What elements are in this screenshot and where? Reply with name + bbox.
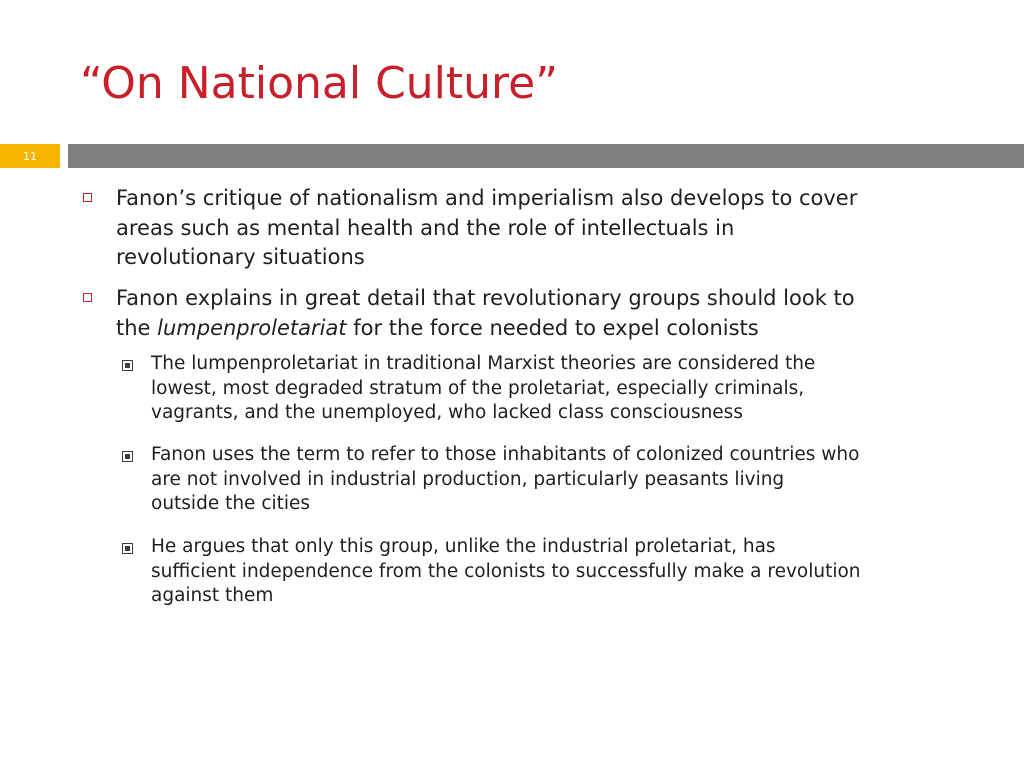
subbullet-2 <box>151 443 859 517</box>
bullet-line: Fanon’s critique of nationalism and imperialism also develops to cover <box>116 186 858 210</box>
subbullet-3 <box>151 535 861 609</box>
subbullet-line: lowest, most degraded stratum of the proletariat, especially criminals, <box>151 377 805 399</box>
subbullet-1 <box>151 352 815 426</box>
bullet-line-with-emphasis <box>116 314 855 344</box>
boxed-square-icon <box>122 360 133 371</box>
subbullet-line: sufficient independence from the colonists to successfully make a revolution <box>151 560 861 582</box>
text-run: the <box>116 315 158 340</box>
subbullet-line: against them <box>151 585 274 606</box>
slide-number: 11 <box>23 149 37 163</box>
bullet-1 <box>116 184 857 273</box>
hollow-square-icon <box>83 293 92 302</box>
bullet-line: revolutionary situations <box>116 245 365 269</box>
text-run: for the force needed to expel colonists <box>346 315 759 340</box>
bullet-line: Fanon explains in great detail that revolutionary groups should look to <box>116 286 855 310</box>
bullet-line: areas such as mental health and the role of intellectuals in <box>116 215 735 240</box>
subbullet-line: Fanon uses the term to refer to those inhabitants of colonized countries who <box>151 444 860 465</box>
subbullet-line: outside the cities <box>151 493 311 514</box>
hollow-square-icon <box>83 193 92 202</box>
header-divider-bar <box>68 144 1024 168</box>
emphasized-term: lumpenproletariat <box>157 315 347 340</box>
subbullet-line: The lumpenproletariat in traditional Marxist theories are considered the <box>151 353 816 374</box>
subbullet-line: are not involved in industrial production, particularly peasants living <box>151 468 785 490</box>
subbullet-line: He argues that only this group, unlike the industrial proletariat, has <box>151 536 776 557</box>
boxed-square-icon <box>122 543 133 554</box>
slide-number-box <box>0 144 60 168</box>
slide-title: “On National Culture” <box>80 58 559 109</box>
boxed-square-icon <box>122 451 133 462</box>
subbullet-line: vagrants, and the unemployed, who lacked class consciousness <box>151 402 743 423</box>
bullet-2 <box>116 284 855 343</box>
